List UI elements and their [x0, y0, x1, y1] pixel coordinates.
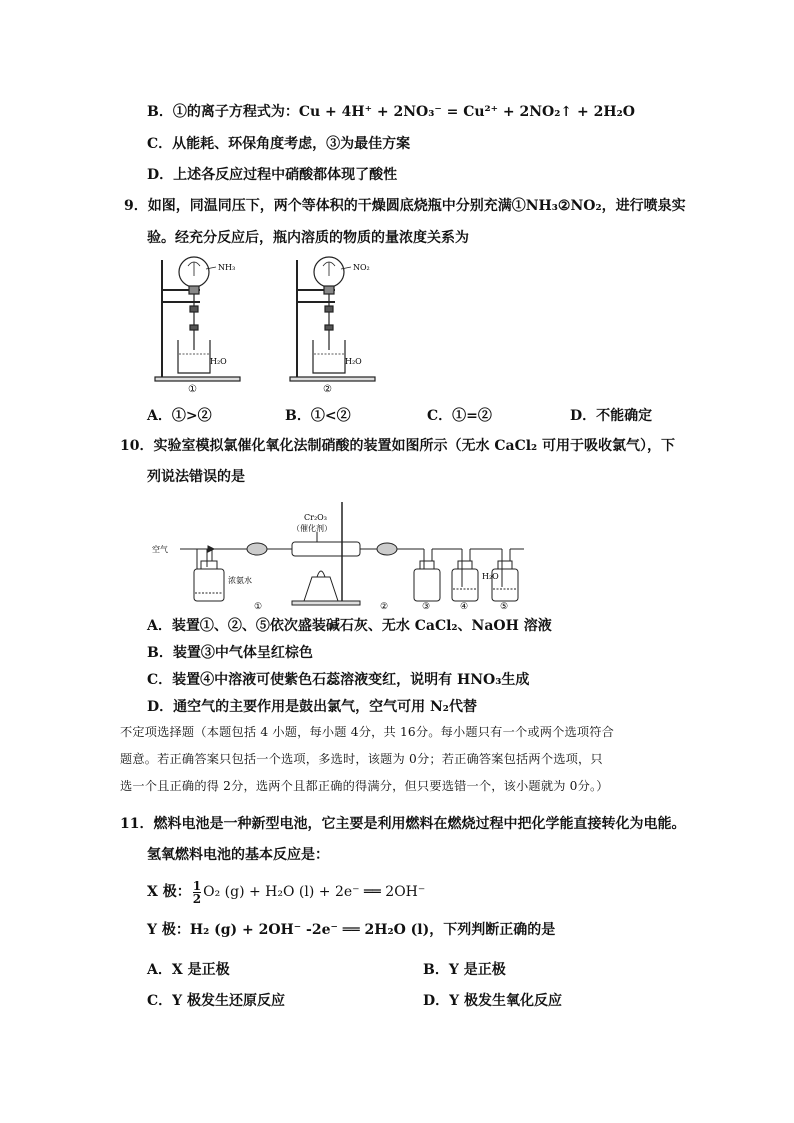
fountain-apparatus-1 [155, 257, 240, 381]
section-note-line1: 不定项选择题（本题包括 4 小题，每小题 4分，共 16分。每小题只有一个或两个选项符合 [120, 725, 615, 739]
q11-stem-line2: 氢氧燃料电池的基本反应是： [147, 847, 329, 863]
q11-x-label: X 极： [147, 884, 191, 900]
q11-y-equation: H₂ (g) + 2OH⁻ -2e⁻ ══ 2H₂O (l)，下列判断正确的是 [189, 922, 556, 938]
section-note-line3: 选一个且正确的得 2分，选两个且都正确的得满分，但只要选错一个，该小题就为 0分。） [120, 779, 609, 793]
q10-option-c: C．装置④中溶液可使紫色石蕊溶液变红，说明有 HNO₃生成 [147, 672, 530, 688]
q11-x-fraction [193, 880, 201, 905]
q10-catalyst-formula: Cr₂O₃ [304, 513, 327, 522]
q9-stem-line1: 9．如图，同温同压下，两个等体积的干燥圆底烧瓶中分别充满①NH₃②NO₂，进行喷泉实 [124, 198, 686, 214]
q11-x-electrode [147, 878, 425, 906]
q11-option-b: B．Y 是正极 [423, 962, 506, 978]
q10-fig-label-4: ④ [460, 602, 469, 612]
q11-option-c: C．Y 极发生还原反应 [147, 993, 286, 1009]
q8-option-c: C．从能耗、环保角度考虑，③为最佳方案 [147, 136, 411, 152]
q10-fig-label-3: ③ [422, 602, 431, 612]
q11-y-label: Y 极： [147, 922, 190, 938]
q9-gas2-label: NO₂ [353, 263, 370, 272]
q10-stem-line1: 10．实验室模拟氯催化氧化法制硝酸的装置如图所示（无水 CaCl₂ 可用于吸收氯气），下 [120, 438, 676, 454]
q9-water1-label: H₂O [210, 357, 227, 366]
q11-stem-line1: 11．燃料电池是一种新型电池，它主要是利用燃料在燃烧过程中把化学能直接转化为电能。 [120, 816, 686, 832]
q10-fig-label-5: ⑤ [500, 602, 509, 612]
q9-option-d: D．不能确定 [570, 408, 653, 424]
fountain-apparatus-2 [290, 257, 375, 381]
q9-fountain-figure [150, 250, 390, 400]
q10-apparatus-figure [152, 497, 542, 612]
q10-water-label: H₂O [482, 572, 499, 581]
q11-x-frac-den: 2 [192, 891, 202, 906]
q9-fig-label-2: ② [323, 384, 332, 395]
q10-stem-line2: 列说法错误的是 [147, 469, 245, 485]
q11-x-frac-num: 1 [192, 878, 202, 893]
q9-fig-label-1: ① [188, 384, 197, 395]
q10-fig-label-2: ② [380, 602, 389, 612]
q9-option-c: C．①=② [427, 408, 492, 424]
q11-x-equation: O₂ (g) + H₂O (l) + 2e⁻ ══ 2OH⁻ [203, 884, 426, 900]
q10-option-d: D．通空气的主要作用是鼓出氯气，空气可用 N₂代替 [147, 699, 477, 715]
q10-option-b: B．装置③中气体呈红棕色 [147, 645, 313, 661]
q9-option-a: A．①>② [147, 408, 212, 424]
q9-water2-label: H₂O [345, 357, 362, 366]
q10-fig-label-1: ① [254, 602, 263, 612]
q10-ammonia-label: 浓氨水 [228, 576, 252, 585]
q11-option-a: A．X 是正极 [147, 962, 230, 978]
q9-gas1-label: NH₃ [218, 263, 236, 272]
q10-air-label: 空气 [152, 545, 168, 554]
q8-option-d: D．上述各反应过程中硝酸都体现了酸性 [147, 167, 398, 183]
q11-y-electrode [147, 921, 555, 939]
section-note-line2: 题意。若正确答案只包括一个选项，多选时，该题为 0分；若正确答案包括两个选项，只 [120, 752, 603, 766]
q9-option-b: B．①<② [285, 408, 351, 424]
q10-option-a: A．装置①、②、⑤依次盛装碱石灰、无水 CaCl₂、NaOH 溶液 [147, 618, 552, 634]
q8-option-b: B．①的离子方程式为：Cu + 4H⁺ + 2NO₃⁻ = Cu²⁺ + 2NO₂↑ + 2H₂O [147, 104, 635, 120]
q10-catalyst-note: （催化剂） [292, 524, 332, 533]
q9-stem-line2: 验。经充分反应后，瓶内溶质的物质的量浓度关系为 [147, 230, 469, 246]
q11-option-d: D．Y 极发生氧化反应 [423, 993, 563, 1009]
